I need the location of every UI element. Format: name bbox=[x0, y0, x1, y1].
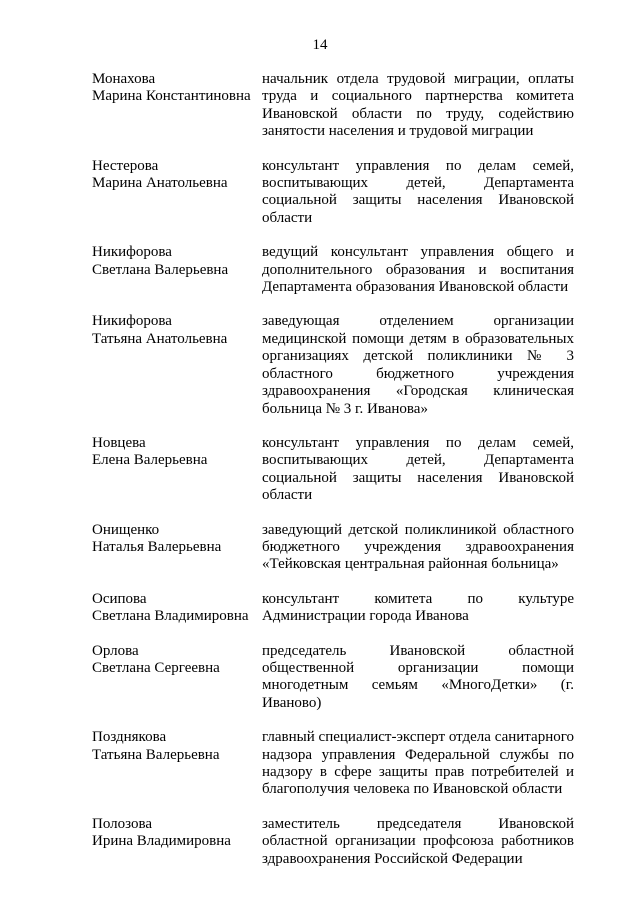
page-number: 14 bbox=[312, 37, 328, 53]
member-name bbox=[92, 71, 262, 141]
member-surname: Монахова bbox=[92, 71, 156, 87]
member-list bbox=[92, 71, 577, 885]
member-given-names: Ирина Владимировна bbox=[92, 833, 231, 850]
member-position: консультант управления по делам семей, воспитывающих детей, Департамента социальной защиты населения Ивановской области bbox=[262, 434, 574, 504]
member-name bbox=[92, 313, 262, 417]
member-given-names: Елена Валерьевна bbox=[92, 452, 208, 469]
member-position: ведущий консультант управления общего и дополнительного образования и воспитания Департамента образования Ивановской области bbox=[262, 244, 574, 296]
list-item bbox=[92, 522, 577, 574]
member-given-names: Наталья Валерьевна bbox=[92, 538, 222, 555]
member-surname: Нестерова bbox=[92, 157, 159, 174]
list-item bbox=[92, 313, 577, 417]
list-item bbox=[92, 158, 577, 228]
member-name bbox=[92, 158, 262, 228]
member-surname: Осипова bbox=[92, 590, 147, 607]
member-name bbox=[92, 729, 262, 799]
list-item bbox=[92, 816, 577, 868]
member-name bbox=[92, 816, 262, 868]
list-item bbox=[92, 244, 577, 296]
list-item bbox=[92, 435, 577, 505]
member-given-names: Светлана Сергеевна bbox=[92, 659, 220, 676]
member-position: председатель Ивановской областной общественной организации помощи многодетным семьям «МногоДетки» (г. Иваново) bbox=[262, 642, 574, 711]
member-position: заведующая отделением организации медицинской помощи детям в образовательных организациях детской поликлиники № 3 областного бюджетного учреждения здравоохранения «Городская клиническая больница № 3 г. Иванова» bbox=[262, 313, 574, 417]
list-item bbox=[92, 643, 577, 713]
member-surname: Позднякова bbox=[92, 729, 167, 746]
member-given-names: Светлана Валерьевна bbox=[92, 261, 229, 278]
member-position: консультант управления по делам семей, воспитывающих детей, Департамента социальной защиты населения Ивановской области bbox=[262, 157, 574, 226]
member-position: главный специалист-эксперт отдела санитарного надзора управления Федеральной службы по надзору в сфере защиты прав потребителей и благополучия человека по Ивановской области bbox=[262, 729, 574, 798]
member-surname: Онищенко bbox=[92, 521, 160, 538]
member-position: начальник отдела трудовой миграции, оплаты труда и социального партнерства комитета Ивановской области по труду, содействию занятости населения и трудовой миграции bbox=[262, 71, 574, 140]
member-position: заместитель председателя Ивановской областной организации профсоюза работников здравоохранения Российской Федерации bbox=[262, 815, 574, 867]
member-given-names: Марина Константиновна bbox=[92, 88, 251, 105]
member-given-names: Татьяна Валерьевна bbox=[92, 746, 220, 763]
member-name bbox=[92, 591, 262, 626]
list-item bbox=[92, 591, 577, 626]
list-item bbox=[92, 71, 577, 141]
member-name bbox=[92, 435, 262, 505]
member-name bbox=[92, 643, 262, 713]
member-surname: Никифорова bbox=[92, 313, 172, 330]
member-surname: Орлова bbox=[92, 642, 139, 659]
member-surname: Новцева bbox=[92, 434, 146, 451]
list-item bbox=[92, 729, 577, 799]
member-position: консультант комитета по культуре Администрации города Иванова bbox=[262, 590, 574, 625]
member-given-names: Марина Анатольевна bbox=[92, 175, 228, 192]
member-surname: Полозова bbox=[92, 815, 152, 832]
member-name bbox=[92, 522, 262, 574]
member-name bbox=[92, 244, 262, 296]
member-given-names: Татьяна Анатольевна bbox=[92, 330, 228, 347]
member-given-names: Светлана Владимировна bbox=[92, 608, 249, 625]
member-surname: Никифорова bbox=[92, 244, 172, 261]
member-position: заведующий детской поликлиникой областного бюджетного учреждения здравоохранения «Тейковская центральная районная больница» bbox=[262, 521, 574, 573]
